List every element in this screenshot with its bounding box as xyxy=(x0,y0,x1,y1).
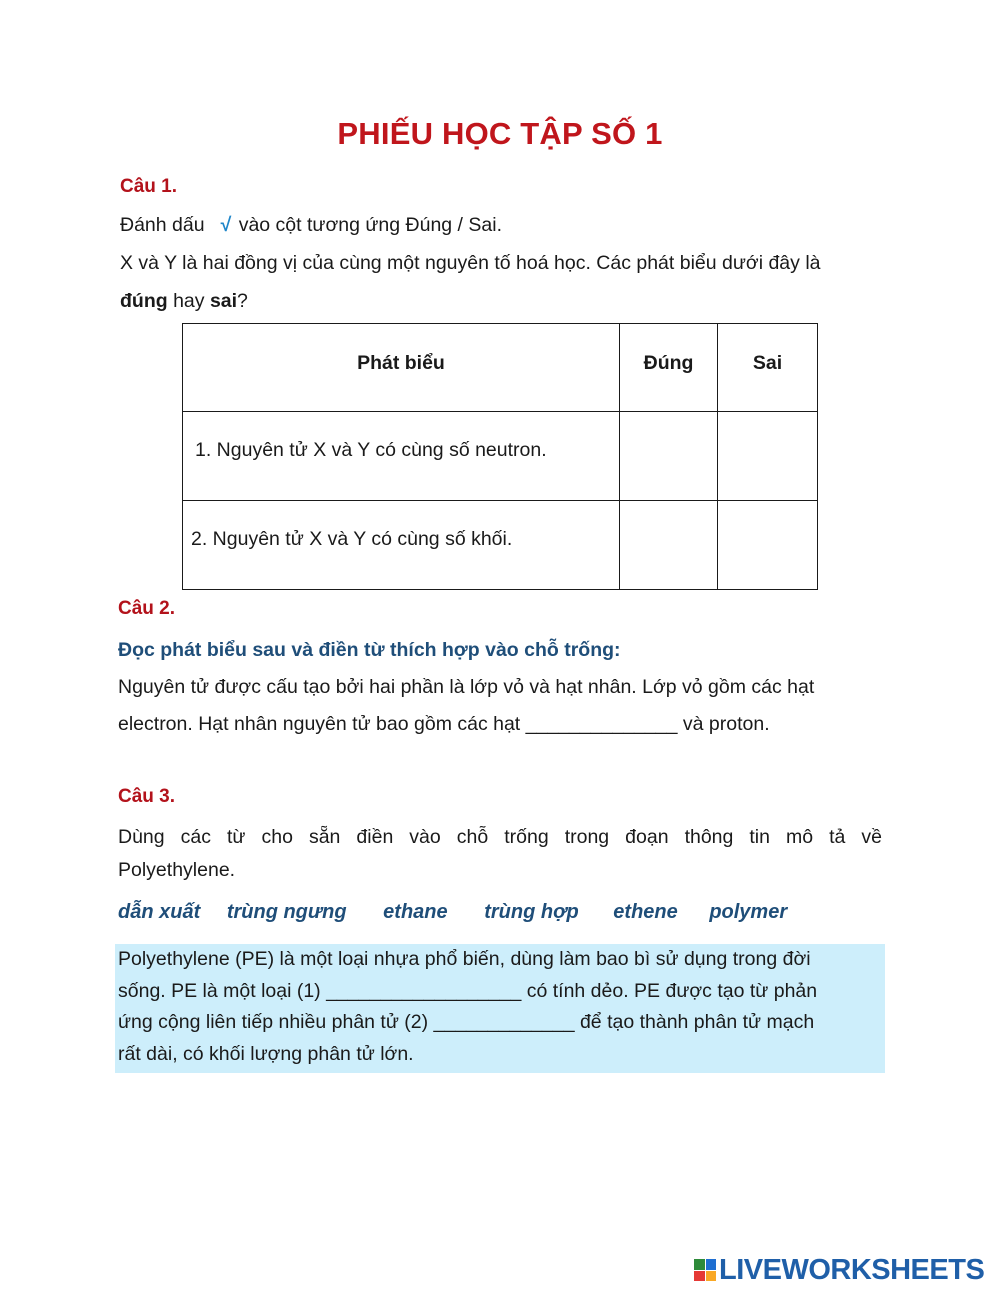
question-3-line-1: Dùng các từ cho sẵn điền vào chỗ trống trong đoạn thông tin mô tả về xyxy=(118,826,882,848)
polyethylene-info-box xyxy=(115,944,885,1073)
logo-square xyxy=(694,1271,705,1282)
question-2-line-2 xyxy=(118,712,770,736)
question-2-line-1: Nguyên tử được cấu tạo bởi hai phần là lớp vỏ và hạt nhân. Lớp vỏ gồm các hạt xyxy=(118,676,815,698)
fill-blank-neutron[interactable]: ______________ xyxy=(525,713,678,735)
logo-square xyxy=(706,1259,717,1270)
word-bank-item: ethene xyxy=(613,901,678,923)
word-sai: sai xyxy=(209,290,238,312)
statement-2-false-cell[interactable] xyxy=(718,501,818,590)
statement-1-true-cell[interactable] xyxy=(619,412,717,501)
statement-2-true-cell[interactable] xyxy=(619,501,717,590)
instruction-text-before: Đánh dấu xyxy=(120,214,205,236)
info-line-3-with-blank-2[interactable]: ứng cộng liên tiếp nhiều phân tử (2) _____________ để tạo thành phân tử mạch xyxy=(118,1011,815,1033)
question-2-line-2-text: electron. Hạt nhân nguyên tử bao gồm các hạt xyxy=(118,713,521,735)
question-1-heading: Câu 1. xyxy=(120,176,178,197)
statement-1: 1. Nguyên tử X và Y có cùng số neutron. xyxy=(183,412,620,501)
info-line-4: rất dài, có khối lượng phân tử lớn. xyxy=(118,1042,414,1065)
logo-square xyxy=(706,1271,717,1282)
header-statement: Phát biểu xyxy=(183,324,620,412)
statement-1-false-cell[interactable] xyxy=(718,412,818,501)
question-3-line-2: Polyethylene. xyxy=(118,859,236,881)
statement-2: 2. Nguyên tử X và Y có cùng số khối. xyxy=(183,501,620,590)
liveworksheets-brand xyxy=(694,1253,985,1286)
word-hay: hay xyxy=(167,290,210,312)
question-1-intro-line-1: X và Y là hai đồng vị của cùng một nguyên tố hoá học. Các phát biểu dưới đây là xyxy=(120,252,821,274)
header-false: Sai xyxy=(718,324,818,412)
question-3-heading: Câu 3. xyxy=(118,786,176,807)
word-dung: đúng xyxy=(120,290,168,312)
instruction-text-after: vào cột tương ứng Đúng / Sai. xyxy=(238,214,502,236)
header-true: Đúng xyxy=(619,324,717,412)
liveworksheets-logo-icon xyxy=(694,1259,716,1281)
question-2-subheading: Đọc phát biểu sau và điền từ thích hợp vào chỗ trống: xyxy=(118,639,621,661)
question-1-instruction xyxy=(120,213,502,237)
word-bank xyxy=(118,901,808,924)
table-row xyxy=(183,412,818,501)
info-line-1: Polyethylene (PE) là một loại nhựa phổ biến, dùng làm bao bì sử dụng trong đời xyxy=(118,948,811,970)
info-line-2-with-blank-1[interactable]: sống. PE là một loại (1) __________________ có tính dẻo. PE được tạo từ phản xyxy=(118,979,818,1002)
true-false-table xyxy=(182,323,818,590)
table-header-row xyxy=(183,324,818,412)
word-bank-item: trùng hợp xyxy=(484,901,579,923)
check-mark-icon: √ xyxy=(220,214,232,236)
page-title: PHIẾU HỌC TẬP SỐ 1 xyxy=(337,116,663,151)
logo-square xyxy=(694,1259,705,1270)
question-1-intro-line-2 xyxy=(120,289,248,313)
info-box-text xyxy=(118,944,882,1070)
question-mark: ? xyxy=(237,290,248,312)
word-bank-item: dẫn xuất xyxy=(118,901,201,923)
word-bank-item: polymer xyxy=(709,901,788,923)
question-2-line-2-end: và proton. xyxy=(682,713,770,735)
word-bank-item: ethane xyxy=(383,901,448,923)
table-row xyxy=(183,501,818,590)
brand-name: LIVEWORKSHEETS xyxy=(719,1253,985,1286)
word-bank-item: trùng ngưng xyxy=(226,901,347,923)
question-2-heading: Câu 2. xyxy=(118,598,176,619)
